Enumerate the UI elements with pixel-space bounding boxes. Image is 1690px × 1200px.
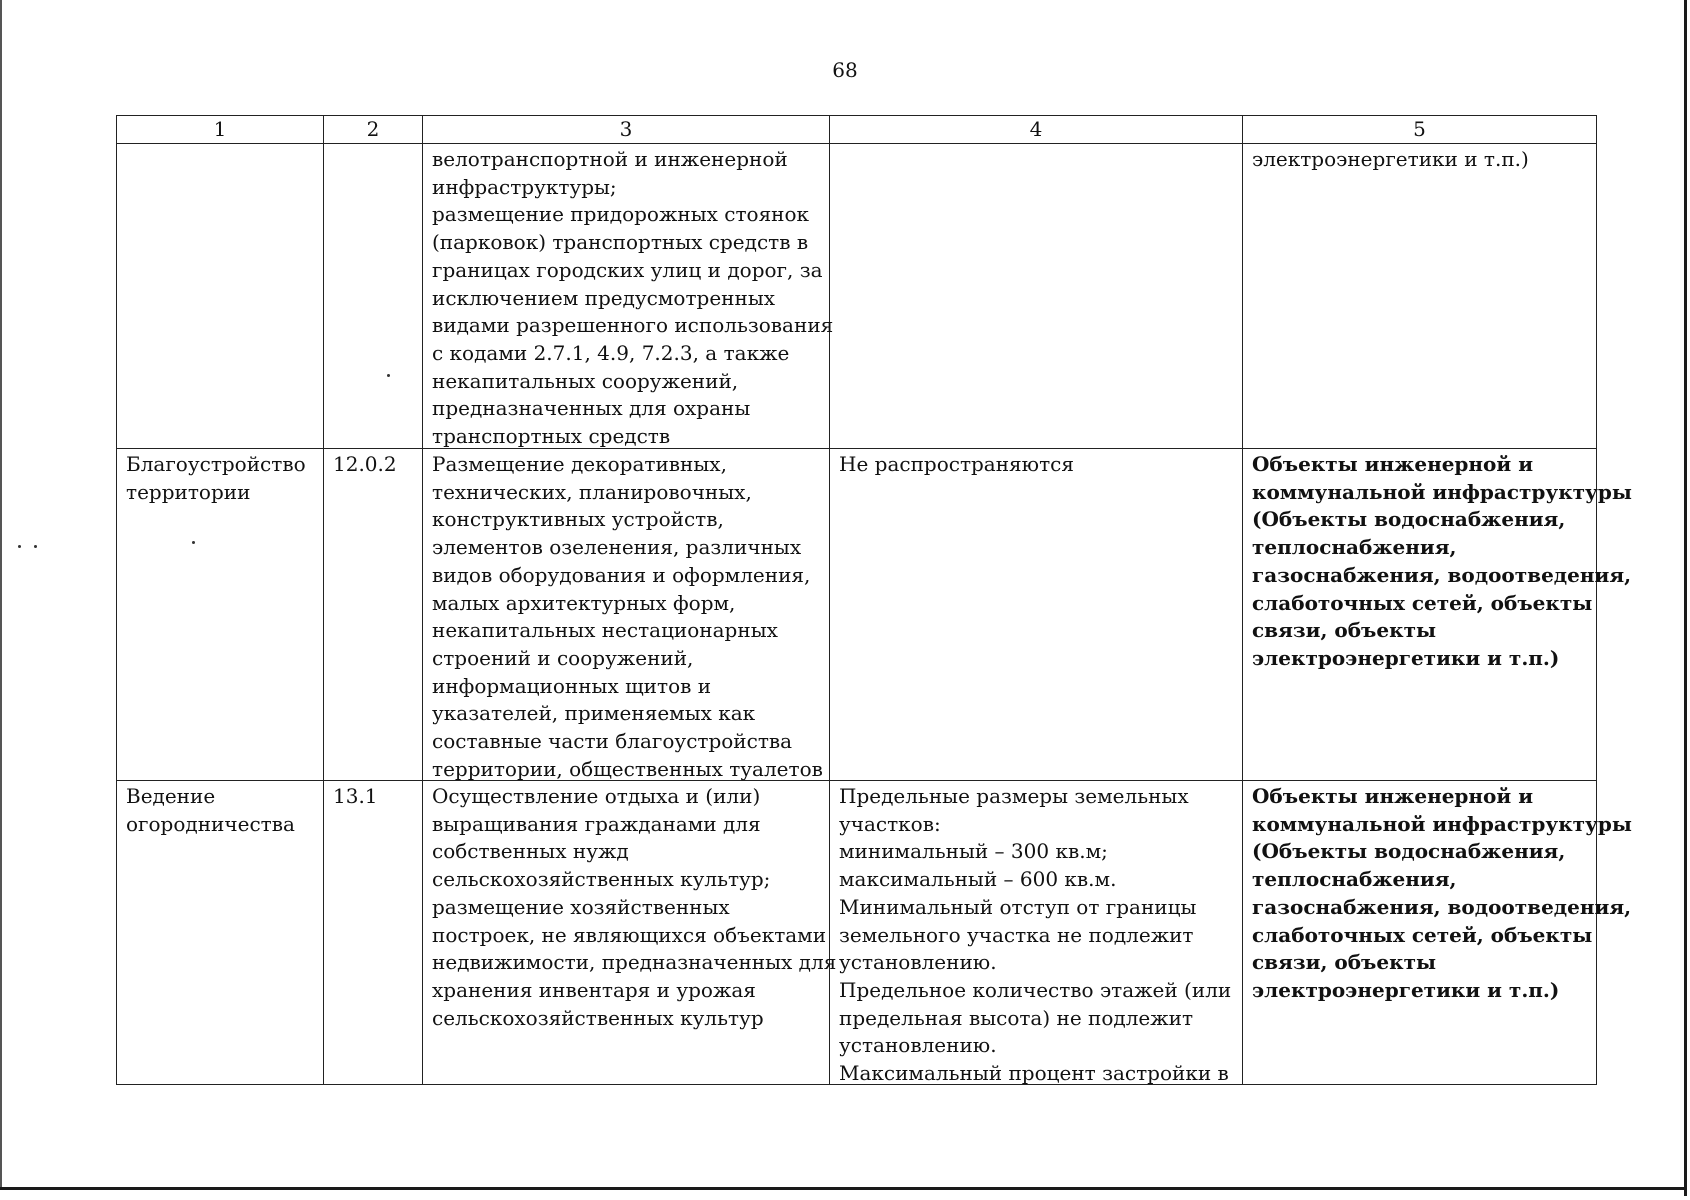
column-header: 1 — [117, 116, 324, 144]
table-row — [117, 144, 1597, 449]
cell-text-line: установлению. — [839, 950, 997, 975]
cell-text-line: минимальный – 300 кв.м; — [839, 839, 1108, 864]
table-row — [117, 449, 1597, 781]
cell-text-line: участков: — [839, 811, 941, 836]
cell-text-line: построек, не являющихся объектами — [432, 922, 827, 947]
auxiliary-objects-cell — [1243, 449, 1632, 781]
page-frame-left — [0, 0, 2, 1190]
cell-text-line: коммунальной инфраструктуры — [1252, 811, 1632, 836]
cell-text-line: Ведение — [126, 784, 216, 808]
scan-speck — [18, 545, 21, 548]
cell-text-line: газоснабжения, водоотведения, — [1252, 562, 1632, 587]
cell-text-line: электроэнергетики и т.п.) — [1252, 977, 1560, 1002]
cell-text-line: Предельное количество этажей (или — [839, 977, 1232, 1002]
use-type-cell — [117, 449, 324, 781]
cell-text-line: выращивания гражданами для — [432, 811, 761, 836]
auxiliary-objects-cell — [1243, 781, 1632, 1085]
cell-text-line: территории — [126, 479, 251, 504]
cell-text-line: (парковок) транспортных средств в — [432, 230, 809, 255]
cell-text-line: видами разрешенного использования — [432, 313, 834, 338]
cell-text-line: Осуществление отдыха и (или) — [432, 784, 761, 808]
cell-text-line: информационных щитов и — [432, 673, 712, 698]
cell-text-line: коммунальной инфраструктуры — [1252, 479, 1632, 504]
cell-text-line: инфраструктуры; — [432, 174, 617, 199]
description-cell — [423, 449, 830, 781]
cell-text-line: (Объекты водоснабжения, — [1252, 839, 1566, 864]
cell-text-line: Не распространяются — [839, 452, 1074, 476]
cell-text-line: размещение хозяйственных — [432, 894, 730, 919]
cell-text-line: собственных нужд — [432, 839, 629, 864]
scan-speck — [34, 545, 37, 548]
land-use-table — [116, 115, 1632, 1086]
parameters-cell — [830, 144, 1243, 449]
parameters-cell — [830, 449, 1243, 781]
cell-text-line: сельскохозяйственных культур — [432, 1005, 764, 1030]
cell-text-line: слаботочных сетей, объекты — [1252, 590, 1593, 615]
cell-text-line: (Объекты водоснабжения, — [1252, 507, 1566, 532]
cell-text-line: строений и сооружений, — [432, 645, 694, 670]
cell-text-line: указателей, применяемых как — [432, 701, 756, 726]
cell-text-line: Объекты инженерной и — [1252, 452, 1534, 476]
cell-text-line: предназначенных для охраны — [432, 396, 751, 421]
cell-text-line: газоснабжения, водоотведения, — [1252, 894, 1632, 919]
column-header: 5 — [1243, 116, 1597, 144]
cell-text-line: сельскохозяйственных культур; — [432, 867, 771, 892]
cell-text-line: электроэнергетики и т.п.) — [1252, 147, 1529, 171]
cell-text-line: территории, общественных туалетов — [432, 756, 823, 781]
cell-text-line: теплоснабжения, — [1252, 867, 1457, 892]
use-type-cell — [117, 781, 324, 1085]
header-row — [117, 116, 1597, 144]
cell-text-line: размещение придорожных стоянок — [432, 202, 810, 227]
parameters-cell — [830, 781, 1243, 1085]
cell-text-line: Объекты инженерной и — [1252, 784, 1534, 808]
cell-text-line: огородничества — [126, 811, 295, 836]
cell-text-line: Благоустройство — [126, 452, 306, 476]
cell-text-line: транспортных средств — [432, 424, 671, 449]
cell-text-line: связи, объекты — [1252, 618, 1437, 643]
cell-text-line: малых архитектурных форм, — [432, 590, 736, 615]
cell-text-line: предельная высота) не подлежит — [839, 1005, 1194, 1030]
page-frame-right — [1684, 0, 1687, 1196]
scan-speck — [387, 374, 390, 377]
cell-text-line: Размещение декоративных, — [432, 452, 727, 476]
cell-text-line: технических, планировочных, — [432, 479, 752, 504]
cell-text: 12.0.2 — [333, 452, 397, 476]
auxiliary-objects-cell — [1243, 144, 1597, 449]
cell-text-line: слаботочных сетей, объекты — [1252, 922, 1593, 947]
cell-text-line: исключением предусмотренных — [432, 285, 776, 310]
cell-text-line: Предельные размеры земельных — [839, 784, 1189, 808]
cell-text-line: некапитальных сооружений, — [432, 368, 739, 393]
column-header: 3 — [423, 116, 830, 144]
cell-text-line: видов оборудования и оформления, — [432, 562, 811, 587]
cell-text-line: электроэнергетики и т.п.) — [1252, 645, 1560, 670]
description-cell — [423, 781, 837, 1085]
cell-text-line: велотранспортной и инженерной — [432, 147, 788, 171]
cell-text-line: элементов озеленения, различных — [432, 535, 802, 560]
cell-text-line: конструктивных устройств, — [432, 507, 724, 532]
cell-text-line: Максимальный процент застройки в — [839, 1061, 1229, 1086]
code-cell — [324, 449, 423, 781]
page-frame-bottom — [0, 1187, 1687, 1190]
cell-text-line: теплоснабжения, — [1252, 535, 1457, 560]
cell-text-line: связи, объекты — [1252, 950, 1437, 975]
column-header: 2 — [324, 116, 423, 144]
description-cell — [423, 144, 834, 449]
cell-text-line: Минимальный отступ от границы — [839, 894, 1197, 919]
cell-text-line: установлению. — [839, 1033, 997, 1058]
use-type-cell — [117, 144, 324, 449]
cell-text-line: некапитальных нестационарных — [432, 618, 778, 643]
cell-text-line: составные части благоустройства — [432, 729, 793, 754]
cell-text-line: земельного участка не подлежит — [839, 922, 1194, 947]
page-number: 68 — [832, 58, 858, 82]
cell-text-line: максимальный – 600 кв.м. — [839, 867, 1117, 892]
cell-text: 13.1 — [333, 784, 378, 808]
cell-text-line: хранения инвентаря и урожая — [432, 977, 756, 1002]
scan-speck — [192, 541, 195, 544]
cell-text-line: границах городских улиц и дорог, за — [432, 257, 823, 282]
code-cell — [324, 781, 423, 1085]
code-cell — [324, 144, 423, 449]
table-row — [117, 781, 1597, 1085]
cell-text-line: с кодами 2.7.1, 4.9, 7.2.3, а также — [432, 340, 790, 365]
column-header: 4 — [830, 116, 1243, 144]
cell-text-line: недвижимости, предназначенных для — [432, 950, 837, 975]
